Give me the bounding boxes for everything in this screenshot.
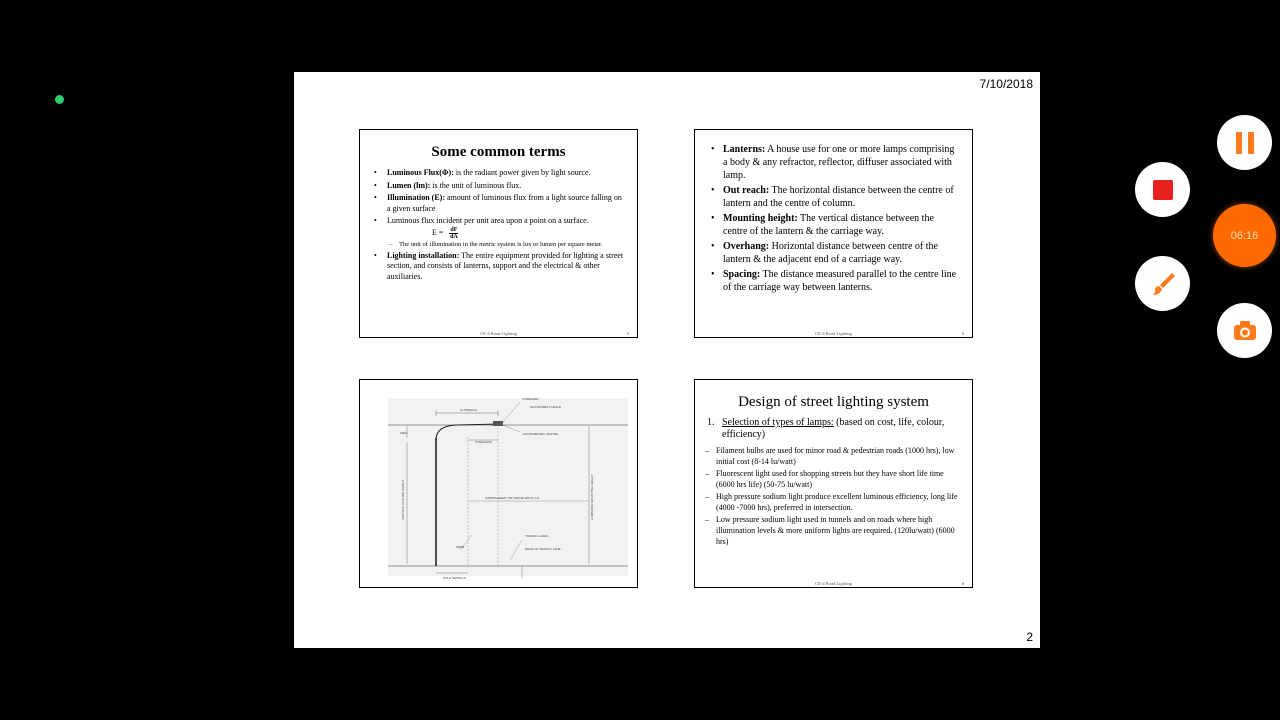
list-item: • Luminous flux incident per unit area upon a point on a surface. E = $\frac{dF}{dA}$ – The unit of illumination in the metric system is lux or lumen per square meter. (374, 216, 625, 249)
recording-timer-button[interactable] (1213, 204, 1276, 267)
recording-indicator-dot (55, 95, 64, 104)
pause-icon (1236, 132, 1254, 154)
page-number: 2 (1026, 630, 1033, 644)
label-edge-of-lane: EDGE OF TRAFFIC LANE (525, 547, 561, 551)
list-item: • Overhang: Horizontal distance between centre of the lantern & the adjacent end of a carriage way. (711, 240, 958, 266)
list-item: – Low pressure sodium light used in tunnels and on roads where high illumination levels & more uniform lights are required. (120lu/watt) (6000 hrs) (705, 514, 964, 547)
list-item: • Lumen (lm): is the unit of luminous flux. (374, 181, 625, 192)
label-carriageway: CARRIAGEWAY OR VERGE WIDTH etc. (485, 496, 541, 500)
camera-button[interactable] (1217, 303, 1272, 358)
label-outreach: OUTREACH (460, 408, 477, 412)
label-traffic-lanes: TRAFFIC LANES (525, 534, 549, 538)
lamp-types-list (705, 445, 964, 548)
pause-button[interactable] (1217, 115, 1272, 170)
list-item: • Spacing: The distance measured parallel to the centre line of the carriage way between lanterns. (711, 268, 958, 294)
label-arm: ARM (400, 431, 407, 435)
label-overhang: OVERHANG (475, 440, 493, 444)
recording-timer: 06:16 (1230, 229, 1259, 242)
label-photometric-centre: PHOTOMETRIC CENTRE (523, 432, 559, 436)
slide-thumbnail-5: Some common terms • Luminous Flux(Φ): is the radiant power given by light source. • Lumen (lm): is the unit of luminous flux. • Illumination (E): amount of luminous flux from a light source falling on a given surface • Luminous flux incident per unit area upon a point on a surface. E = $\frac{dF}{dA}$ – The unit of illumination in the metric system is lux or lumen per square meter. • Lighting installation: The entire equipment provided for lighting a street section, and consists of lanterns, support and the electrical & other auxiliaries. CE-4 Road Lighting 5 (359, 129, 638, 338)
document-page (294, 72, 1040, 648)
slide-title: Design of street lighting system (738, 394, 929, 410)
label-luminaire: LUMINAIRE (522, 397, 539, 401)
page-date: 7/10/2018 (979, 77, 1033, 91)
stop-icon (1153, 180, 1173, 200)
label-mounting-height: LUMINAIRE MOUNTING HEIGHT (590, 474, 594, 520)
list-item: – High pressure sodium light produce excellent luminous efficiency, long life (4000 -7000 hrs), preferred in intersection. (705, 491, 964, 513)
slide-title: Some common terms (431, 144, 566, 160)
stop-button[interactable] (1135, 162, 1190, 217)
sub-note: – The unit of illumination in the metric system is lux or lumen per square meter. (387, 241, 625, 249)
label-kerb: KERB (456, 545, 465, 549)
label-adjustment-angle: ADJUSTMENT ANGLE (530, 405, 561, 409)
label-pole-setback: POLE SETBACK (443, 576, 466, 580)
street-light-diagram (360, 380, 638, 588)
list-item: • Out reach: The horizontal distance between the centre of lantern and the centre of column. (711, 184, 958, 210)
slide-thumbnail-8: Design of street lighting system 1. Selection of types of lamps: (based on cost, life, colour, efficiency) – Filament bulbs are used for minor road & pedestrian roads (1000 hrs), low initial cost (8-14 lu/watt) – Fluorescent light used for shopping streets but they have short life time (6000 hrs life) (50-75 lu/watt) – High pressure sodium light produce excellent luminous efficiency, long life (4000 -7000 hrs), preferred in intersection. – Low pressure sodium light used in tunnels and on roads where high illumination levels & more uniform lights are required. (120lu/watt) (6000 hrs) CE-4 Road Lighting 8 (694, 379, 973, 588)
slide-bullets (374, 168, 625, 284)
brush-icon (1148, 269, 1178, 299)
slide-thumbnail-7 (359, 379, 638, 588)
list-item: • Lanterns: A house use for one or more lamps comprising a body & any refractor, reflector, diffuser associated with lamp. (711, 143, 958, 182)
camera-icon (1230, 316, 1260, 346)
slide-bullets (711, 143, 958, 296)
list-item: • Mounting height: The vertical distance between the centre of the lantern & the carriage way. (711, 212, 958, 238)
illumination-formula: E = $\frac{dF}{dA}$ (432, 227, 458, 240)
numbered-item: 1. Selection of types of lamps: (based on cost, life, colour, efficiency) (707, 417, 945, 440)
label-column-height: VERTICAL COLUMN HEIGHT (401, 479, 405, 520)
list-item: • Lighting installation: The entire equipment provided for lighting a street section, and consists of lanterns, support and the electrical & other auxiliaries. (374, 251, 625, 283)
list-item: • Illumination (E): amount of luminous flux from a light source falling on a given surface (374, 193, 625, 214)
list-item: • Luminous Flux(Φ): is the radiant power given by light source. (374, 168, 625, 179)
list-item: – Fluorescent light used for shopping streets but they have short life time (6000 hrs life) (50-75 lu/watt) (705, 468, 964, 490)
slide-thumbnail-6: • Lanterns: A house use for one or more lamps comprising a body & any refractor, reflector, diffuser associated with lamp. • Out reach: The horizontal distance between the centre of lantern and the centre of column. • Mounting height: The vertical distance between the centre of the lantern & the carriage way. • Overhang: Horizontal distance between centre of the lantern & the adjacent end of a carriage way. • Spacing: The distance measured parallel to the centre line of the carriage way between lanterns. CE-4 Road Lighting 6 (694, 129, 973, 338)
list-item: – Filament bulbs are used for minor road & pedestrian roads (1000 hrs), low initial cost (8-14 lu/watt) (705, 445, 964, 467)
brush-button[interactable] (1135, 256, 1190, 311)
